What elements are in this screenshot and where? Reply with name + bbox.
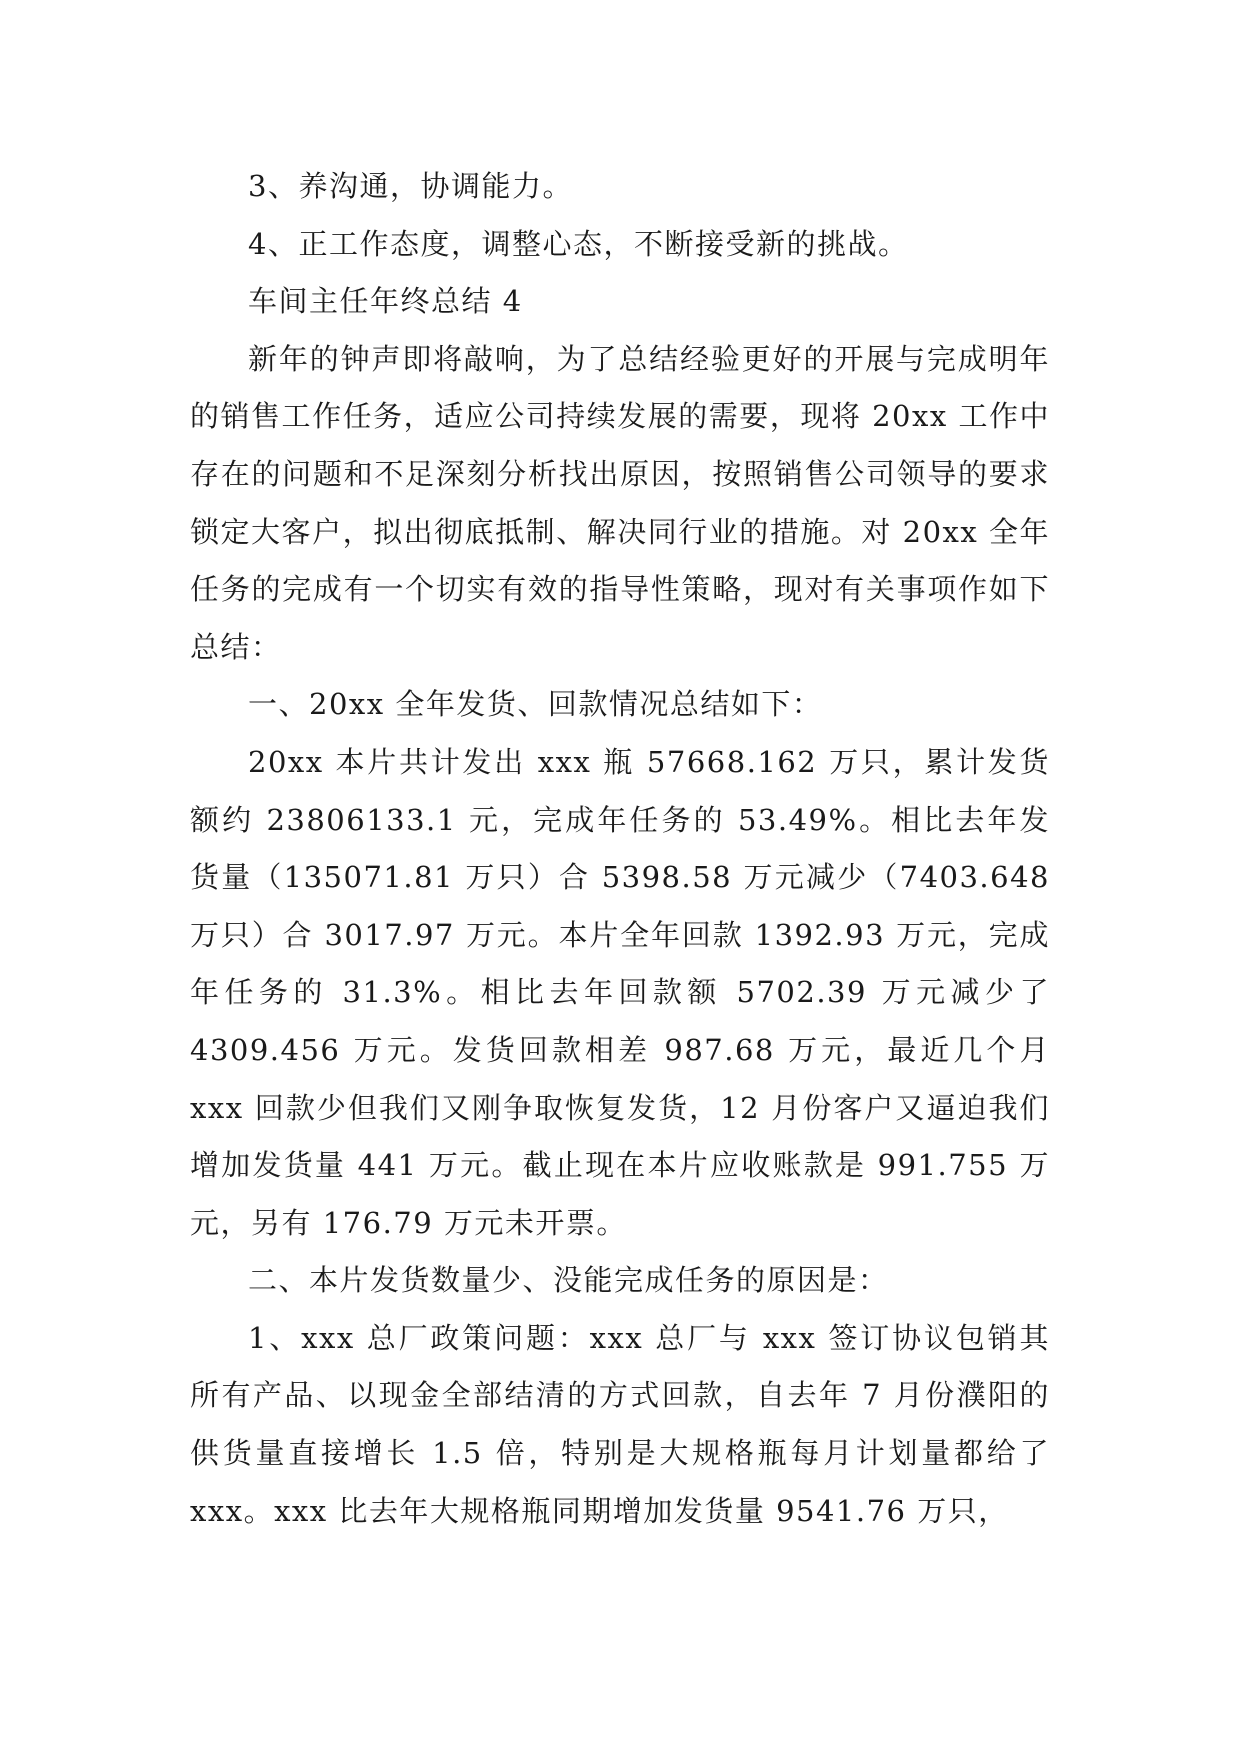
section-heading-2: 二、本片发货数量少、没能完成任务的原因是： [248, 1263, 889, 1298]
intro-paragraph: 新年的钟声即将敲响，为了总结经验更好的开展与完成明年的销售工作任务，适应公司持续发展的需要，现将 20xx 工作中存在的问题和不足深刻分析找出原因，按照销售公司领导的要求锁定大客户，拟出彻底抵制、解决同行业的措施。对 20xx 全年任务的完成有一个切实有效的指导性策略，现对有关事项作如下总结： [190, 341, 1050, 664]
paragraph-item-3: 3、养沟通，协调能力。 [248, 169, 573, 203]
reason-paragraph-1: 1、xxx 总厂政策问题：xxx 总厂与 xxx 签订协议包销其所有产品、以现金全部结清的方式回款，自去年 7 月份濮阳的供货量直接增长 1.5 倍，特别是大规格瓶每月计划量都给了 xxx。xxx 比去年大规格瓶同期增加发货量 9541.76 万只， [190, 1320, 1050, 1528]
document-body [190, 158, 1050, 1540]
shipment-paragraph: 20xx 本片共计发出 xxx 瓶 57668.162 万只，累计发货额约 23806133.1 元，完成年任务的 53.49%。相比去年发货量（135071.81 万只）合 5398.58 万元减少（7403.648 万只）合 3017.97 万元。本片全年回款 1392.93 万元，完成年任务的 31.3%。相比去年回款额 5702.39 万元减少了 4309.456 万元。发货回款相差 987.68 万元，最近几个月 xxx 回款少但我们又刚争取恢复发货，12 月份客户又逼迫我们增加发货量 441 万元。截止现在本片应收账款是 991.755 万元，另有 176.79 万元未开票。 [190, 744, 1050, 1240]
paragraph-item-4: 4、正工作态度，调整心态，不断接受新的挑战。 [248, 226, 909, 261]
section-title: 车间主任年终总结 4 [248, 284, 523, 319]
section-heading-1: 一、20xx 全年发货、回款情况总结如下： [248, 687, 823, 722]
